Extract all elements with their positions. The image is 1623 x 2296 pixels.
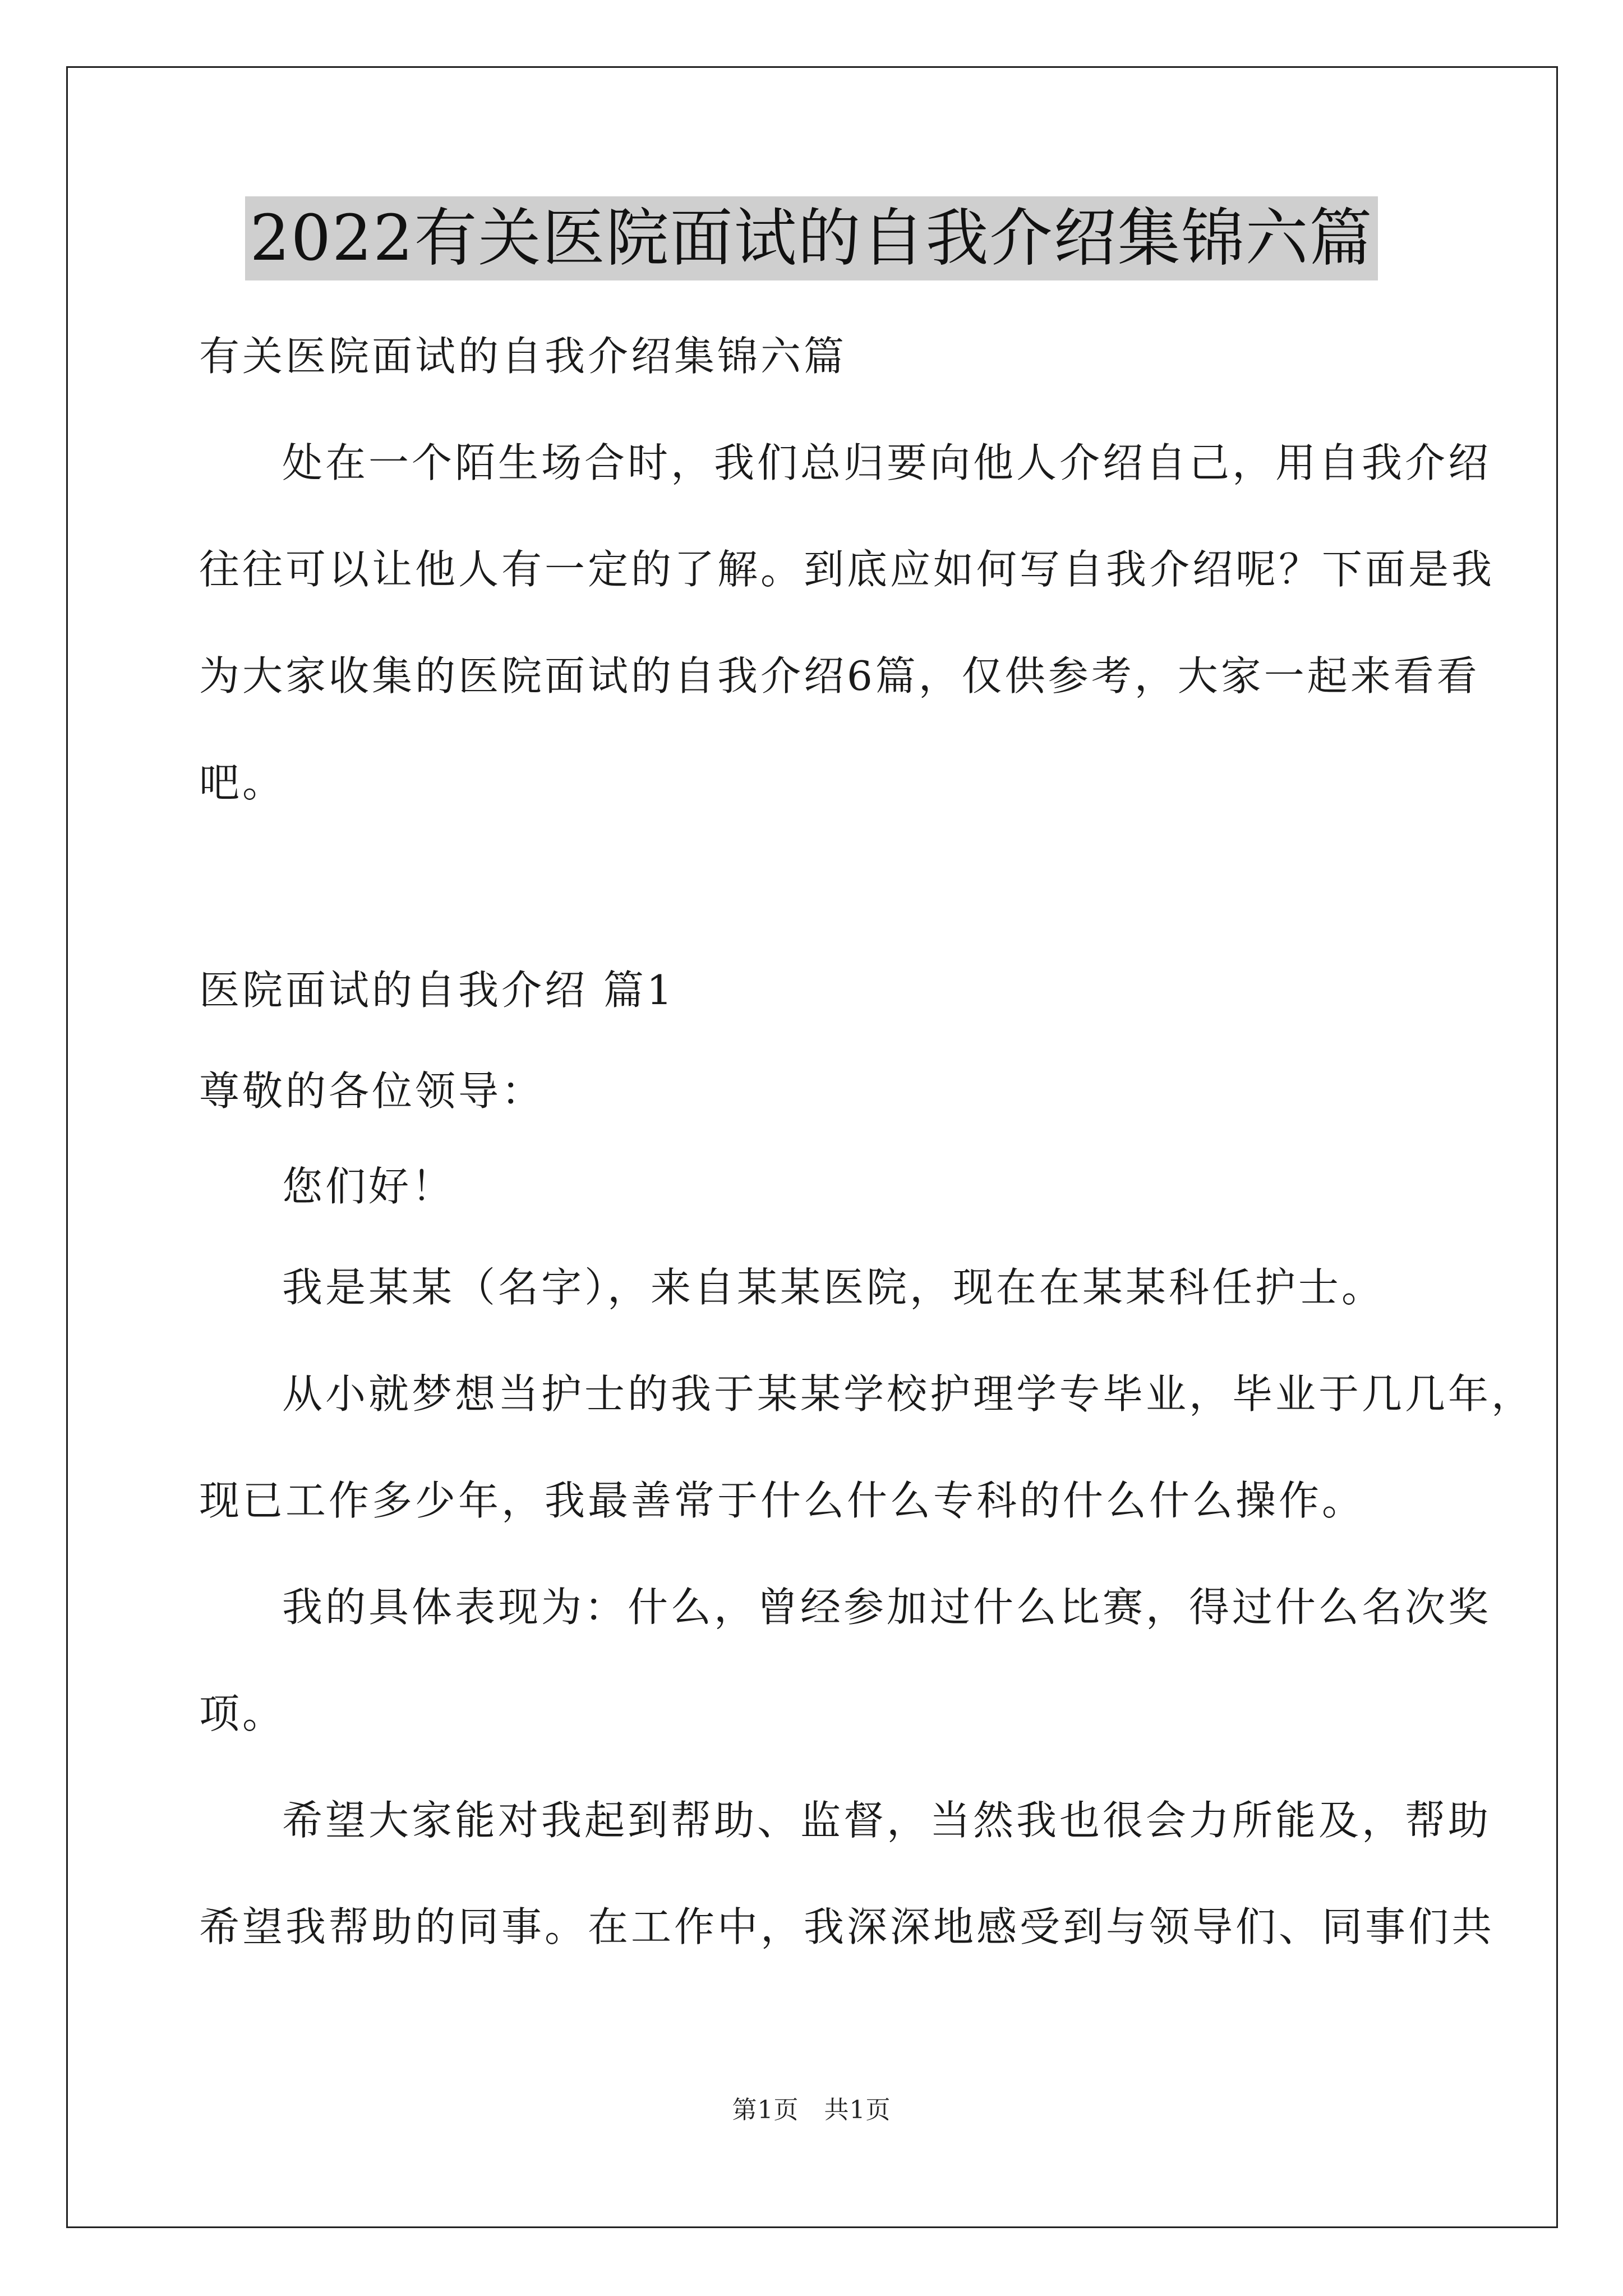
document-title: 2022有关医院面试的自我介绍集锦六篇 [245,196,1377,280]
paragraph-line: 从小就梦想当护士的我于某某学校护理学专毕业，毕业于几几年， [282,1370,1535,1418]
page-footer: 第1页 共1页 [732,2096,891,2124]
paragraph [199,1234,1444,1341]
intro-line: 往往可以让他人有一定的了解。到底应如何写自我介绍呢？下面是我 [199,546,1495,593]
paragraph [199,1341,1535,1554]
paragraph [199,1554,1492,1767]
greeting: 您们好！ [282,1163,455,1210]
paragraph-line: 希望大家能对我起到帮助、监督，当然我也很会力所能及，帮助 [282,1797,1492,1844]
paragraph [199,1767,1495,1980]
intro-line: 为大家收集的医院面试的自我介绍6篇，仅供参考，大家一起来看看 [199,652,1480,700]
section-heading: 医院面试的自我介绍 篇1 [199,967,675,1014]
intro-line: 处在一个陌生场合时，我们总归要向他人介绍自己，用自我介绍 [282,439,1492,486]
paragraph-line: 我的具体表现为：什么，曾经参加过什么比赛，得过什么名次奖 [282,1584,1492,1631]
paragraph-line: 现已工作多少年，我最善常于什么什么专科的什么什么操作。 [199,1477,1366,1524]
intro-line: 吧。 [199,759,286,806]
paragraph-line: 希望我帮助的同事。在工作中，我深深地感受到与领导们、同事们共 [199,1903,1495,1950]
paragraph-line: 我是某某（名字），来自某某医院，现在在某某科任护士。 [282,1264,1385,1311]
intro-paragraph [199,409,1495,836]
document-body [199,303,1535,1980]
salutation: 尊敬的各位领导： [199,1068,545,1115]
paragraph-line: 项。 [199,1690,286,1737]
document-subtitle: 有关医院面试的自我介绍集锦六篇 [199,333,847,380]
title-container [0,196,1623,280]
